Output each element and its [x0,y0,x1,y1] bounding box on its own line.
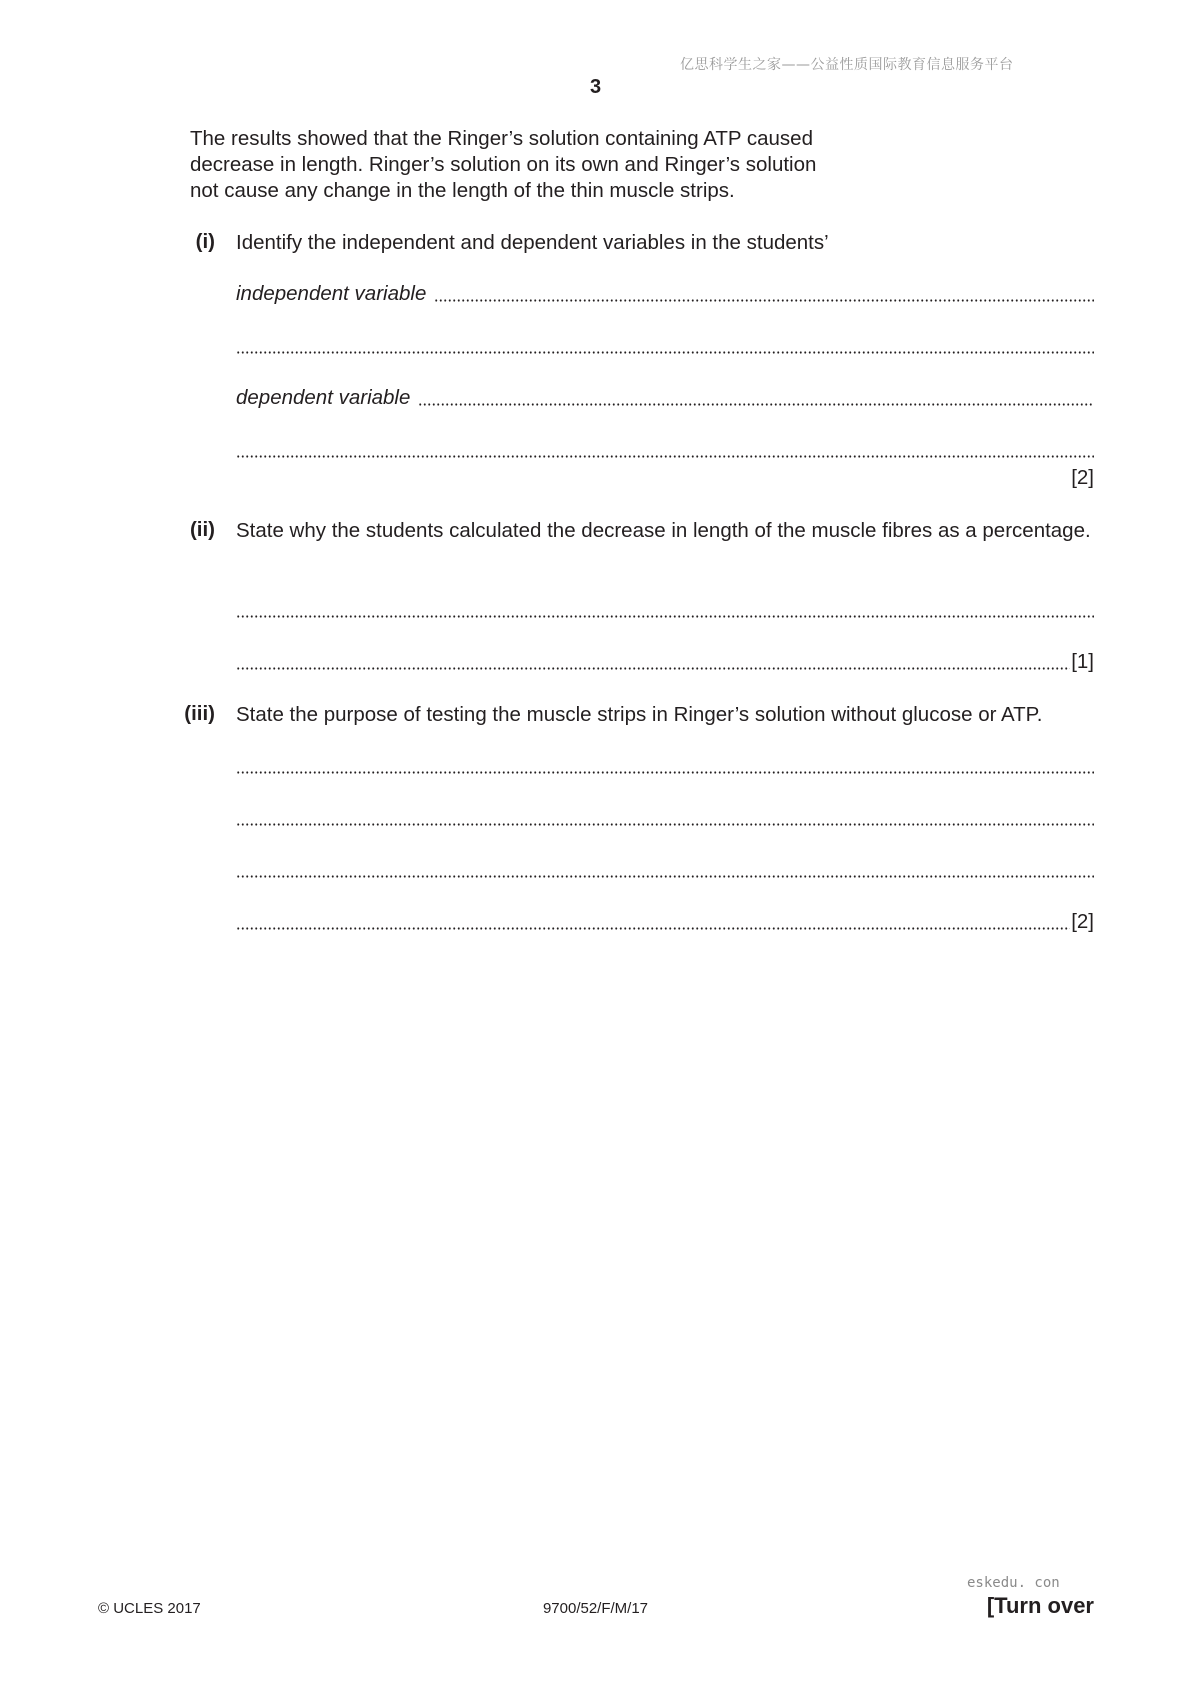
independent-variable-label: independent variable [236,282,427,305]
dotted-line [236,615,1094,618]
marks-ii: [1] [1071,650,1094,673]
question-text-iii: State the purpose of testing the muscle strips in Ringer’s solution without glucose or ATP. [236,703,1043,726]
dotted-line [236,351,1094,354]
watermark-footer: eskedu. con [967,1575,1060,1591]
turn-over-label: [Turn over [986,1593,1094,1618]
intro-line: decrease in length. Ringer’s solution on its own and Ringer’s solution [190,153,817,176]
answer-line-independent[interactable] [236,282,1094,306]
answer-line-ii-1[interactable] [236,598,1094,622]
intro-line: The results showed that the Ringer’s solution containing ATP caused [190,127,813,150]
answer-line-ii-2[interactable] [236,650,1094,674]
answer-line-dependent[interactable] [236,386,1094,410]
answer-line-independent-2[interactable] [236,334,1094,358]
dotted-line [236,455,1094,458]
question-label-i: (i) [195,230,215,253]
dotted-line [418,403,1094,406]
marks-i: [2] [1071,466,1094,489]
dotted-line [236,667,1070,670]
answer-line-iii-3[interactable] [236,858,1094,882]
answer-line-dependent-2[interactable] [236,438,1094,462]
intro-line: not cause any change in the length of the thin muscle strips. [190,179,735,202]
answer-line-iii-1[interactable] [236,754,1094,778]
answer-line-iii-4[interactable] [236,910,1094,934]
marks-iii: [2] [1071,910,1094,933]
question-text-ii: State why the students calculated the decrease in length of the muscle fibres as a percentage. [236,519,1091,542]
answer-line-iii-2[interactable] [236,806,1094,830]
question-label-ii: (ii) [189,518,215,541]
footer-paper-code: 9700/52/F/M/17 [542,1600,649,1617]
page-number: 3 [589,76,602,98]
dotted-line [236,823,1094,826]
question-label-iii: (iii) [184,702,215,725]
question-text-i: Identify the independent and dependent variables in the students’ [236,231,829,254]
dotted-line [236,771,1094,774]
dependent-variable-label: dependent variable [236,386,411,409]
dotted-line [236,875,1094,878]
watermark-header: 亿思科学生之家——公益性质国际教育信息服务平台 [680,57,1014,73]
intro-paragraph [190,126,890,204]
dotted-line [236,927,1070,930]
footer-copyright: © UCLES 2017 [98,1600,201,1617]
dotted-line [434,299,1094,302]
